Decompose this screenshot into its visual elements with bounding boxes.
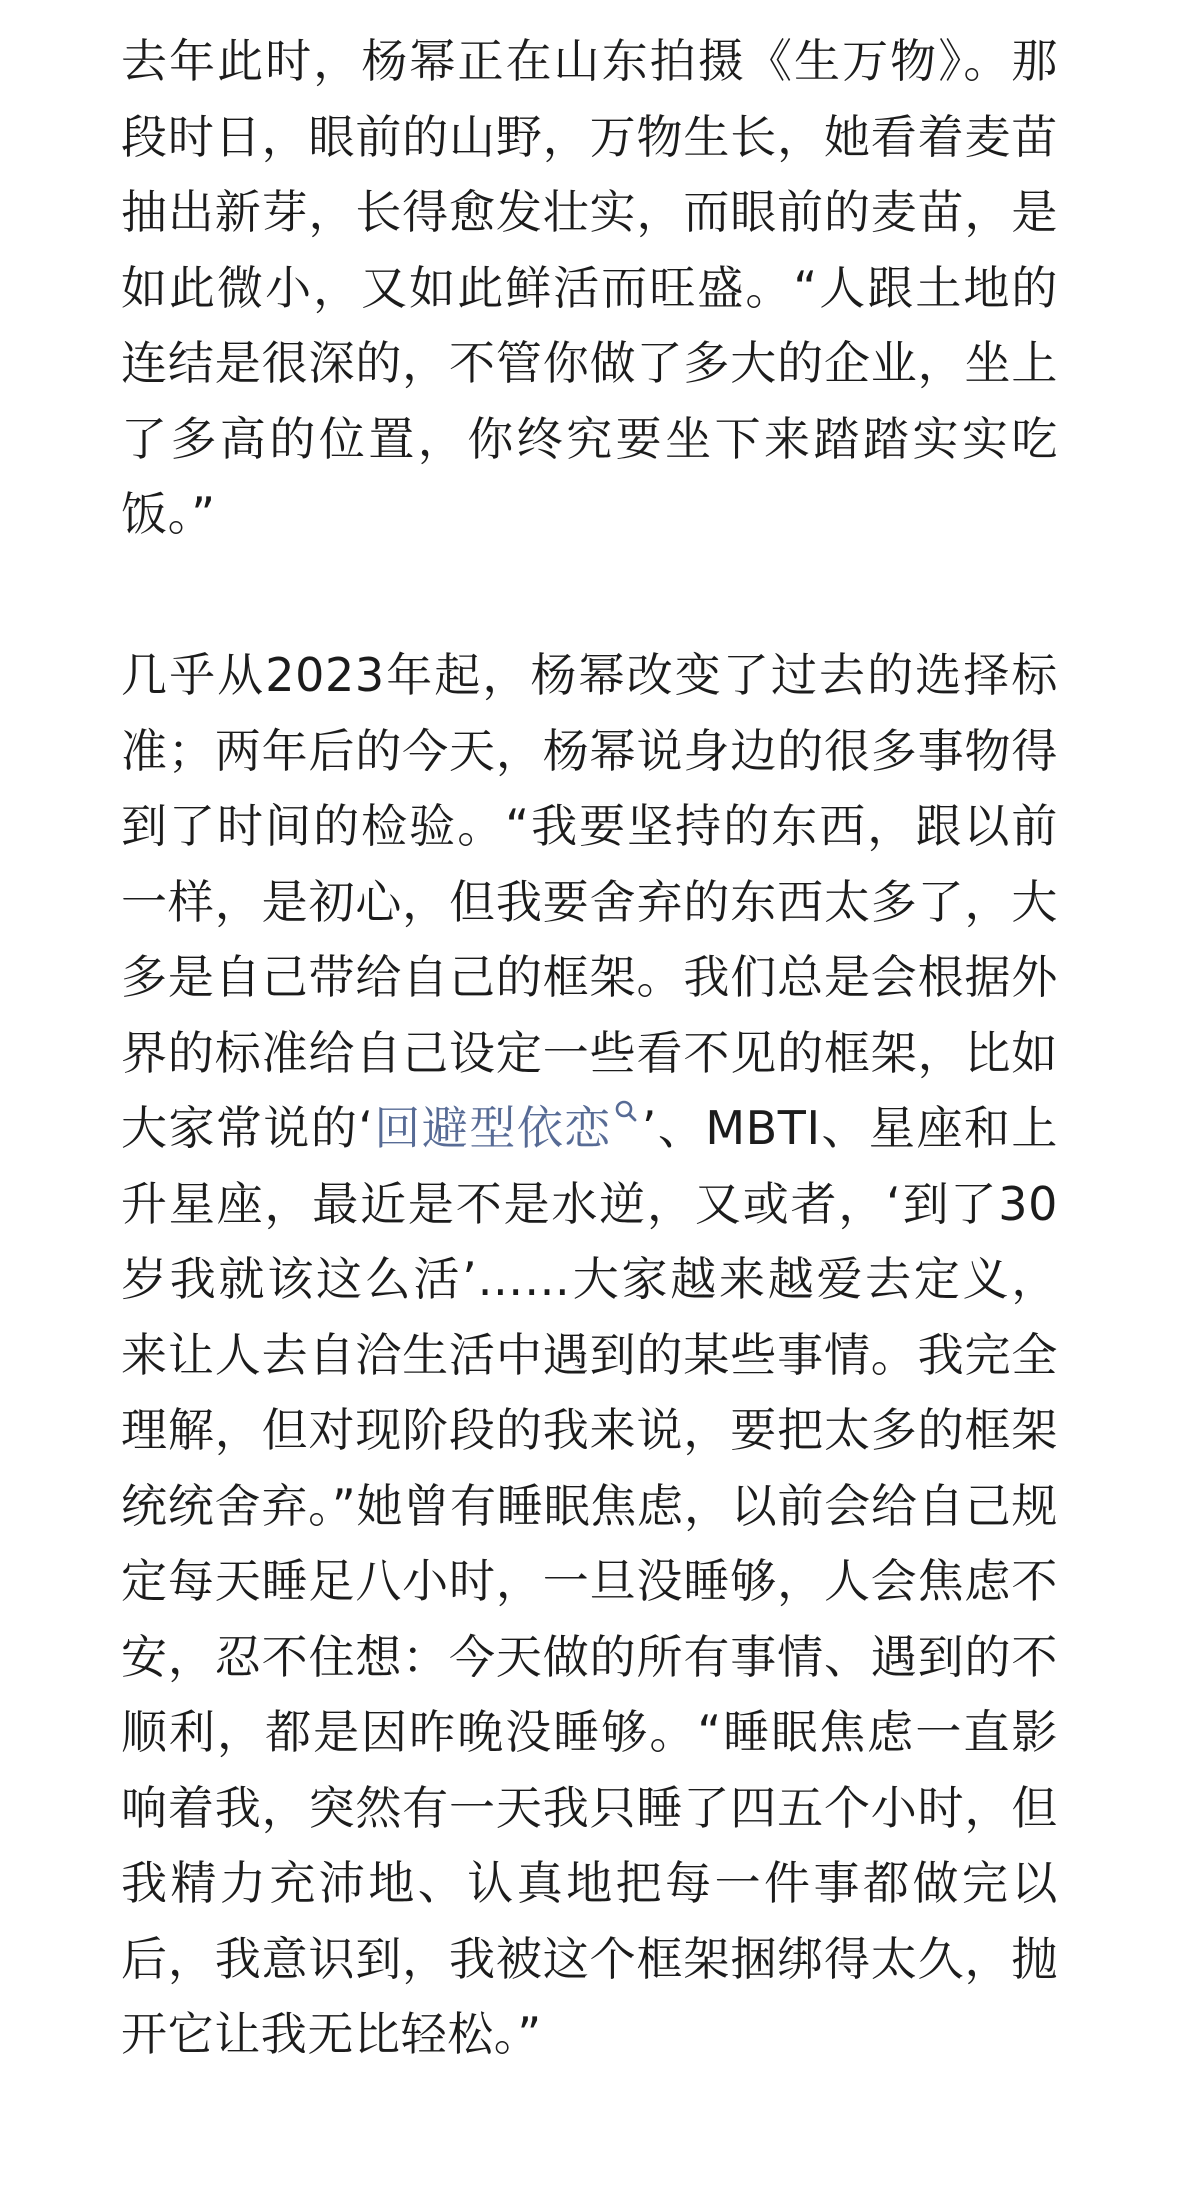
- paragraph-2-text-after-link: ’、MBTI、星座和上升星座，最近是不是水逆，又或者，‘到了30岁我就该这么活’……大家越来越爱去定义，来让人去自洽生活中遇到的某些事情。我完全理解，但对现阶段的我来说，要把太多的框架统统舍弃。”她曾有睡眠焦虑，以前会给自己规定每天睡足八小时，一旦没睡够，人会焦虑不安，忍不住想：今天做的所有事情、遇到的不顺利，都是因昨晚没睡够。“睡眠焦虑一直影响着我，突然有一天我只睡了四五个小时，但我精力充沛地、认真地把每一件事都做完以后，我意识到，我被这个框架捆绑得太久，抛开它让我无比轻松。”: [121, 1101, 1058, 2061]
- paragraph-2: [121, 638, 1058, 2073]
- paragraph-2-text-before-link: 几乎从2023年起，杨幂改变了过去的选择标准；两年后的今天，杨幂说身边的很多事物得到了时间的检验。“我要坚持的东西，跟以前一样，是初心，但我要舍弃的东西太多了，大多是自己带给自己的框架。我们总是会根据外界的标准给自己设定一些看不见的框架，比如大家常说的‘: [121, 648, 1058, 1155]
- search-term-link[interactable]: 回避型依恋: [373, 1101, 612, 1155]
- paragraph-1: [121, 24, 1058, 553]
- paragraph-1-text: 去年此时，杨幂正在山东拍摄《生万物》。那段时日，眼前的山野，万物生长，她看着麦苗抽出新芽，长得愈发壮实，而眼前的麦苗，是如此微小，又如此鲜活而旺盛。“人跟土地的连结是很深的，不管你做了多大的企业，坐上了多高的位置，你终究要坐下来踏踏实实吃饭。”: [121, 34, 1058, 541]
- search-icon[interactable]: [614, 1099, 640, 1129]
